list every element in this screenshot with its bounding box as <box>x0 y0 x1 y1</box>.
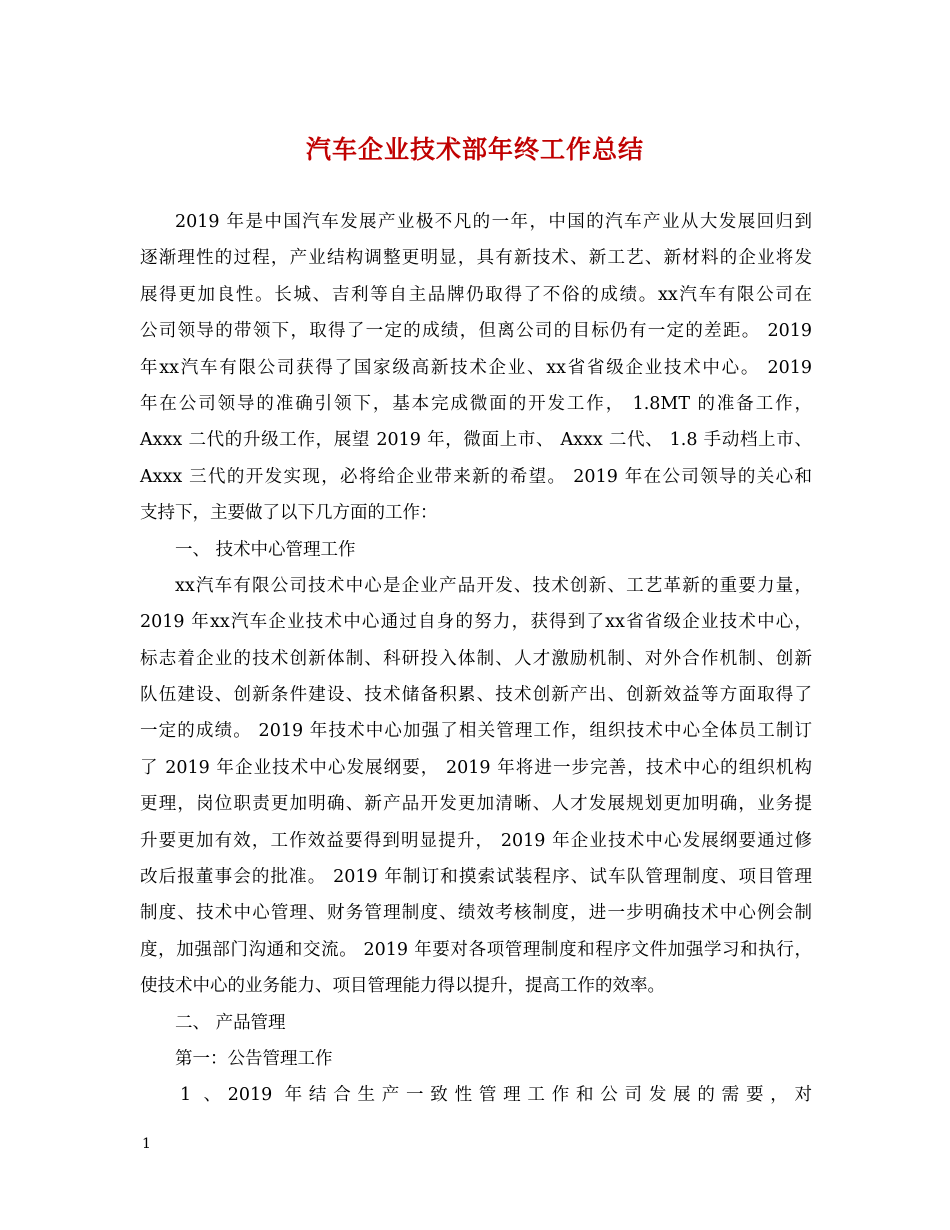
paragraph-line: 1 、2019 年结合生产一致性管理工作和公司发展的需要，对 <box>180 1085 812 1106</box>
paragraph-line: 队伍建设、创新条件建设、技术储备积累、技术创新产出、创新效益等方面取得了 <box>140 685 812 706</box>
paragraph-line: 更理，岗位职责更加明确、新产品开发更加清晰、人才发展规划更加明确，业务提 <box>140 794 812 815</box>
paragraph-line: 逐渐理性的过程，产业结构调整更明显，具有新技术、新工艺、新材料的企业将发 <box>140 248 812 269</box>
document-body <box>140 204 812 1114</box>
paragraph-line: 公司领导的带领下，取得了一定的成绩，但离公司的目标仍有一定的差距。 2019 <box>140 321 812 342</box>
subsection-heading: 第一：公告管理工作 <box>175 1048 333 1069</box>
page-number: 1 <box>142 1136 151 1152</box>
paragraph-line: 年xx汽车有限公司获得了国家级高新技术企业、xx省省级企业技术中心。 2019 <box>140 357 812 378</box>
paragraph-line: 升要更加有效，工作效益要得到明显提升， 2019 年企业技术中心发展纲要通过修 <box>140 830 812 851</box>
paragraph-line: 使技术中心的业务能力、项目管理能力得以提升，提高工作的效率。 <box>140 976 665 997</box>
paragraph-line: 展得更加良性。长城、吉利等自主品牌仍取得了不俗的成绩。xx汽车有限公司在 <box>140 284 812 305</box>
paragraph-line: xx汽车有限公司技术中心是企业产品开发、技术创新、工艺革新的重要力量， <box>175 575 812 596</box>
document-title: 汽车企业技术部年终工作总结 <box>305 135 644 164</box>
paragraph-line: 改后报董事会的批准。 2019 年制订和摸索试装程序、试车队管理制度、项目管理 <box>140 867 812 888</box>
paragraph-line: Axxx 二代的升级工作，展望 2019 年，微面上市、 Axxx 二代、 1.8 手动档上市、 <box>140 430 812 451</box>
paragraph-line: Axxx 三代的开发实现，必将给企业带来新的希望。 2019 年在公司领导的关心和 <box>140 466 812 487</box>
section-heading: 一、 技术中心管理工作 <box>175 539 356 560</box>
paragraph-line: 2019 年xx汽车企业技术中心通过自身的努力，获得到了xx省省级企业技术中心， <box>140 612 812 633</box>
paragraph-line: 制度、技术中心管理、财务管理制度、绩效考核制度，进一步明确技术中心例会制 <box>140 903 812 924</box>
paragraph-line: 一定的成绩。 2019 年技术中心加强了相关管理工作，组织技术中心全体员工制订 <box>140 721 812 742</box>
paragraph-line: 年在公司领导的准确引领下，基本完成微面的开发工作， 1.8MT 的准备工作， <box>140 393 812 414</box>
section-heading: 二、 产品管理 <box>175 1012 286 1033</box>
paragraph-line: 支持下，主要做了以下几方面的工作： <box>140 503 438 524</box>
paragraph-line: 度，加强部门沟通和交流。 2019 年要对各项管理制度和程序文件加强学习和执行， <box>140 939 812 960</box>
paragraph-line: 2019 年是中国汽车发展产业极不凡的一年，中国的汽车产业从大发展回归到 <box>175 212 812 232</box>
paragraph-line: 标志着企业的技术创新体制、科研投入体制、人才激励机制、对外合作机制、创新 <box>140 648 812 669</box>
paragraph-line: 了 2019 年企业技术中心发展纲要， 2019 年将进一步完善，技术中心的组织机构 <box>140 757 812 778</box>
